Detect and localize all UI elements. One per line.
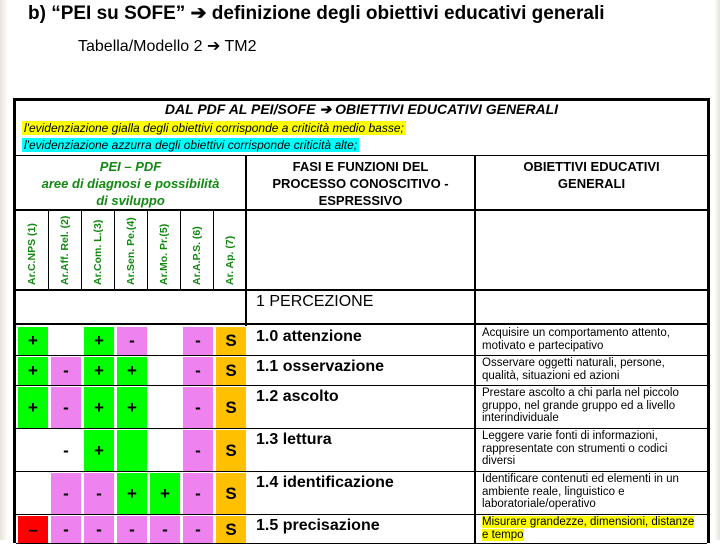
area-header-cell — [115, 211, 148, 289]
area-header-label: Ar.Mo. Pr.(5) — [158, 223, 170, 285]
area-header-label: Ar.Com. L.(3) — [92, 219, 104, 285]
area-mark-cell: - — [116, 326, 148, 356]
objective-text — [482, 327, 700, 352]
area-header-cell — [181, 211, 214, 289]
area-header-cell — [214, 211, 247, 289]
area-mark-cell: + — [17, 356, 49, 386]
objective-text — [482, 473, 700, 511]
area-mark-cell: - — [182, 429, 214, 472]
area-mark-cell — [149, 429, 181, 472]
objective-text-content: Osservare oggetti naturali, persone, qualità, situazioni ed azioni — [482, 357, 665, 382]
area-mark-cell: S — [215, 356, 247, 386]
objective-text — [482, 516, 700, 541]
area-mark-cell — [116, 429, 148, 472]
phase-title: 1.5 precisazione — [256, 517, 380, 534]
area-mark-cell: + — [149, 472, 181, 515]
objective-text-content: Misurare grandezze, dimensioni, distanze e tempo — [482, 516, 695, 541]
objectives-table — [13, 98, 710, 543]
area-mark-cell: + — [83, 326, 115, 356]
area-mark-cell: - — [182, 515, 214, 544]
area-mark-cell: + — [83, 356, 115, 386]
area-mark-cell: S — [215, 429, 247, 472]
area-mark-cell: - — [83, 472, 115, 515]
area-mark-cell: + — [83, 429, 115, 472]
area-mark-cell — [50, 326, 82, 356]
phase-title: 1.4 identificazione — [256, 474, 394, 491]
area-mark-cell: - — [50, 356, 82, 386]
area-mark-cell: S — [215, 326, 247, 356]
area-mark-cell: - — [50, 429, 82, 472]
objective-text — [482, 387, 700, 425]
area-header-label: Ar. Ap. (7) — [224, 235, 236, 285]
slide-title: b) “PEI su SOFE” ➔ definizione degli obiettivi educativi generali — [28, 3, 605, 24]
table-title: DAL PDF AL PEI/SOFE ➔ OBIETTIVI EDUCATIVI GENERALI — [164, 101, 559, 117]
area-header-label: Ar.Aff. Rel. (2) — [59, 215, 71, 285]
slide-subtitle: Tabella/Modello 2 ➔ TM2 — [78, 38, 257, 55]
objective-text-content: Prestare ascolto a chi parla nel piccolo gruppo, nel grande gruppo ed a livello interindividuale — [482, 387, 679, 424]
phase-title: 1.3 lettura — [256, 431, 332, 448]
area-mark-cell: + — [116, 386, 148, 429]
area-mark-cell: + — [17, 386, 49, 429]
legend-yellow: l'evidenziazione gialla degli obiettivi corrisponde a criticità medio basse; — [24, 121, 404, 135]
objective-text — [482, 357, 700, 382]
area-mark-cell: - — [149, 515, 181, 544]
area-mark-cell: + — [83, 386, 115, 429]
objective-text-content: Leggere varie fonti di informazioni, rappresentate con strumenti o codici diversi — [482, 430, 668, 467]
area-mark-cell: S — [215, 472, 247, 515]
area-header-cell — [16, 211, 49, 289]
phase-title: 1.1 osservazione — [256, 358, 385, 375]
area-mark-cell — [149, 356, 181, 386]
area-mark-cell: - — [116, 515, 148, 544]
area-mark-cell: - — [182, 472, 214, 515]
slide-right-edge — [714, 0, 720, 540]
col-header-phases: FASI E FUNZIONI DEL PROCESSO CONOSCITIVO - ESPRESSIVO — [272, 159, 449, 208]
area-mark-cell: + — [116, 356, 148, 386]
phase-title: 1.2 ascolto — [256, 388, 339, 405]
objective-text-content: Acquisire un comportamento attento, motivato e partecipativo — [482, 327, 670, 352]
area-mark-cell: – — [17, 515, 49, 544]
area-mark-cell: + — [17, 326, 49, 356]
legend-cyan: l'evidenziazione azzurra degli obiettivi corrisponde criticità alte; — [24, 138, 358, 152]
area-header-cell — [49, 211, 82, 289]
area-mark-cell: S — [215, 386, 247, 429]
area-mark-cell — [149, 386, 181, 429]
area-mark-cell — [17, 472, 49, 515]
area-header-cell — [82, 211, 115, 289]
area-header-label: Ar.Sen. Pe.(4) — [125, 217, 137, 285]
area-mark-cell — [17, 429, 49, 472]
phase-title: 1.0 attenzione — [256, 328, 362, 345]
area-mark-cell: + — [116, 472, 148, 515]
area-mark-cell: - — [182, 326, 214, 356]
area-mark-cell: - — [83, 515, 115, 544]
area-mark-cell: - — [50, 472, 82, 515]
col-header-pei-pdf: PEI – PDF aree di diagnosi e possibilità di sviluppo — [41, 159, 220, 208]
area-mark-cell: S — [215, 515, 247, 544]
area-mark-cell: - — [182, 386, 214, 429]
area-mark-cell: - — [50, 515, 82, 544]
area-mark-cell: - — [50, 386, 82, 429]
col-header-objectives: OBIETTIVI EDUCATIVI GENERALI — [523, 159, 660, 191]
area-header-label: Ar.C.NPS (1) — [26, 223, 38, 285]
objective-text — [482, 430, 700, 468]
section-title: 1 PERCEZIONE — [256, 293, 374, 310]
area-header-cell — [148, 211, 181, 289]
slide-left-edge — [0, 0, 8, 540]
area-mark-cell: - — [182, 356, 214, 386]
area-mark-cell — [149, 326, 181, 356]
objective-text-content: Identificare contenuti ed elementi in un ambiente reale, linguistico e laboratoriale/operativo — [482, 473, 679, 510]
area-header-label: Ar.A.P.S. (6) — [191, 226, 203, 285]
